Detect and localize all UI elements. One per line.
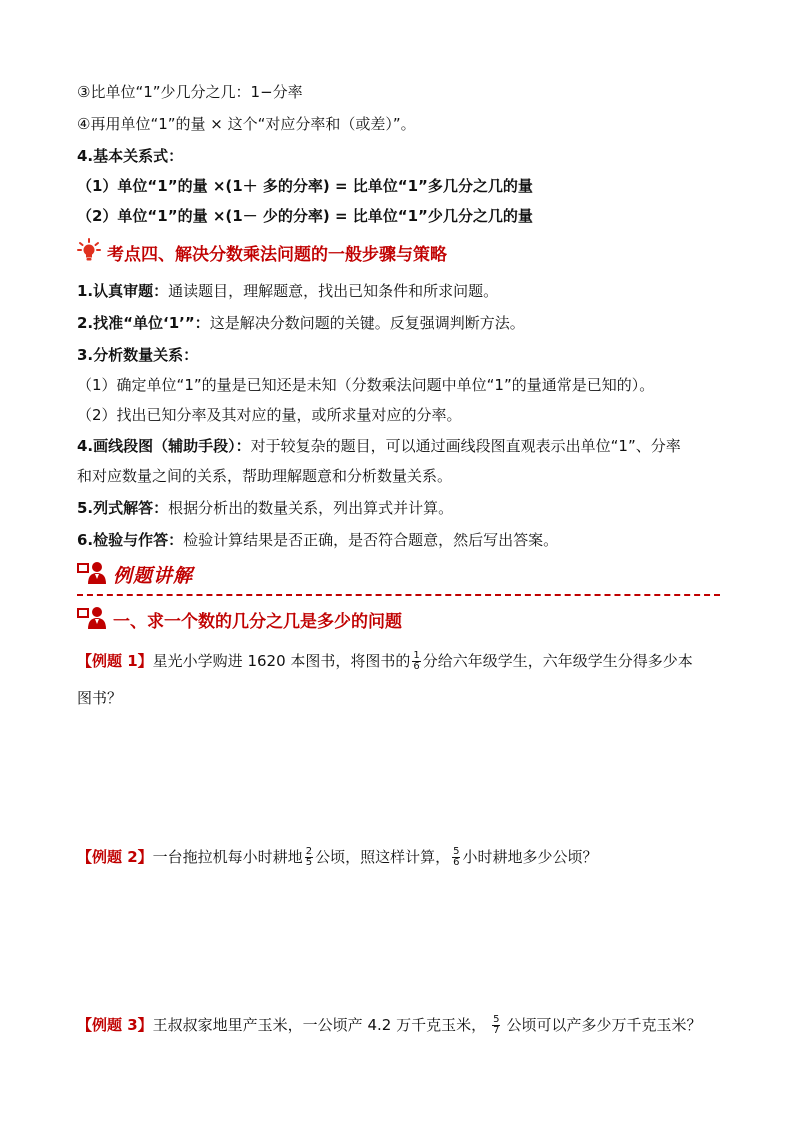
step-2 bbox=[77, 313, 525, 333]
fraction-denominator: 7 bbox=[493, 1025, 500, 1036]
example-text: 星光小学购进 1620 本图书，将图书的 bbox=[152, 652, 411, 670]
text-line-3: 4.基本关系式： bbox=[77, 147, 184, 165]
step-1 bbox=[77, 281, 498, 301]
step-text: 通读题目，理解题意，找出已知条件和所求问题。 bbox=[168, 282, 499, 300]
step-3-1: （1）确定单位“1”的量是已知还是未知（分数乘法问题中单位“1”的量通常是已知的）。 bbox=[77, 376, 655, 394]
example-text: 一台拖拉机每小时耕地 bbox=[152, 848, 303, 866]
example-text: 公顷，照这样计算， bbox=[315, 848, 451, 866]
fraction-denominator: 6 bbox=[413, 661, 420, 672]
section4-title: 考点四、解决分数乘法问题的一般步骤与策略 bbox=[107, 244, 447, 265]
step-3 bbox=[77, 345, 198, 365]
example-tag: 【例题 1】 bbox=[77, 652, 153, 670]
example-2 bbox=[77, 847, 597, 868]
text-line-2: ④再用单位“1”的量 × 这个“对应分率和（或差）”。 bbox=[77, 115, 416, 133]
step-4-cont: 和对应数量之间的关系，帮助理解题意和分析数量关系。 bbox=[77, 467, 453, 485]
step-4 bbox=[77, 436, 681, 456]
step-label: 4.画线段图（辅助手段）： bbox=[77, 437, 251, 455]
section1-heading bbox=[77, 607, 402, 631]
fraction bbox=[452, 847, 460, 868]
step-text: 根据分析出的数量关系，列出算式并计算。 bbox=[168, 499, 454, 517]
examples-banner bbox=[77, 562, 193, 586]
fraction-numerator: 1 bbox=[413, 650, 420, 661]
step-text: 检验计算结果是否正确，是否符合题意，然后写出答案。 bbox=[183, 531, 559, 549]
example-tag: 【例题 2】 bbox=[77, 848, 153, 866]
example-text: 分给六年级学生，六年级学生分得多少本 bbox=[422, 652, 693, 670]
fraction bbox=[492, 1015, 500, 1036]
step-text: 这是解决分数问题的关键。反复强调判断方法。 bbox=[209, 314, 525, 332]
teacher-icon bbox=[77, 560, 107, 588]
fraction-denominator: 6 bbox=[453, 857, 460, 868]
step-label: 3.分析数量关系： bbox=[77, 346, 199, 364]
example-1-line2: 图书？ bbox=[77, 689, 123, 707]
fraction bbox=[305, 847, 313, 868]
step-label: 2.找准“单位‘1’”： bbox=[77, 314, 210, 332]
fraction-denominator: 5 bbox=[305, 857, 313, 868]
step-6 bbox=[77, 530, 558, 550]
banner-title: 例题讲解 bbox=[113, 564, 194, 587]
teacher-icon bbox=[77, 605, 107, 633]
step-label: 6.检验与作答： bbox=[77, 531, 184, 549]
text-line-1: ③比单位“1”少几分之几：1−分率 bbox=[77, 83, 303, 101]
example-3 bbox=[77, 1015, 701, 1036]
example-1 bbox=[77, 651, 693, 672]
example-text: 公顷可以产多少万千克玉米？ bbox=[506, 1016, 702, 1034]
fraction-numerator: 5 bbox=[453, 846, 460, 857]
fraction-numerator: 2 bbox=[305, 846, 313, 857]
example-tag: 【例题 3】 bbox=[77, 1016, 153, 1034]
fraction bbox=[412, 651, 420, 672]
formula-2: （2）单位“1”的量 ×(1－ 少的分率) = 比单位“1”少几分之几的量 bbox=[77, 207, 533, 225]
lightbulb-icon bbox=[77, 238, 101, 266]
example-text: 小时耕地多少公顷？ bbox=[462, 848, 598, 866]
section1-title: 一、求一个数的几分之几是多少的问题 bbox=[113, 611, 402, 632]
step-text: 对于较复杂的题目，可以通过画线段图直观表示出单位“1”、分率 bbox=[250, 437, 681, 455]
step-label: 1.认真审题： bbox=[77, 282, 169, 300]
section4-heading bbox=[77, 240, 447, 264]
step-label: 5.列式解答： bbox=[77, 499, 169, 517]
fraction-numerator: 5 bbox=[493, 1014, 500, 1025]
formula-1: （1）单位“1”的量 ×(1＋ 多的分率) = 比单位“1”多几分之几的量 bbox=[77, 177, 533, 195]
step-3-2: （2）找出已知分率及其对应的量，或所求量对应的分率。 bbox=[77, 406, 462, 424]
example-text: 王叔叔家地里产玉米，一公顷产 4.2 万千克玉米， bbox=[152, 1016, 487, 1034]
step-5 bbox=[77, 498, 453, 518]
dashed-divider bbox=[77, 594, 720, 596]
